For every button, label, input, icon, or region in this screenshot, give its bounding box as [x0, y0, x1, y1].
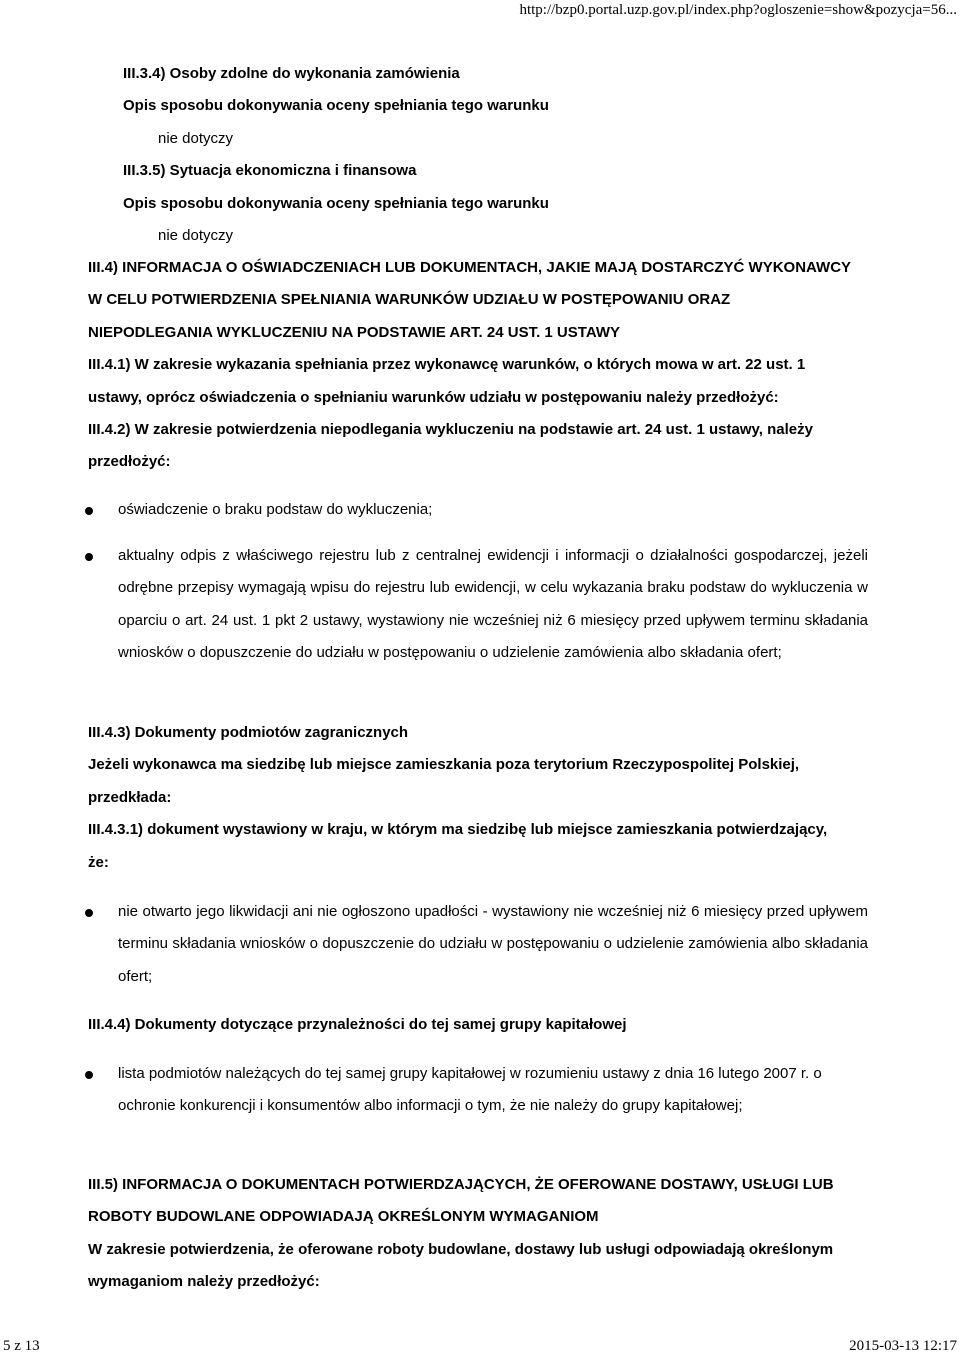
subsection-iii-4-1-line: III.4.1) W zakresie wykazania spełniania przez wykonawcę warunków, o których mowa w art. 22 ust. 1	[88, 356, 806, 374]
assessment-value: nie dotyczy	[158, 129, 234, 147]
capital-group-list	[85, 1058, 868, 1123]
paragraph-line: przedkłada:	[88, 788, 172, 806]
list-item: aktualny odpis z właściwego rejestru lub z centralnej ewidencji i informacji o działalności gospodarczej, jeżeli odrębne przepisy wymagają wpisu do rejestru lub ewidencji, w celu wykazania braku podstaw do wykluczenia w oparciu o art. 24 ust. 1 pkt 2 ustawy, wystawiony nie wcześniej niż 6 miesięcy przed upływem terminu składania wniosków o dopuszczenie do udziału w postępowaniu o udzielenie zamówienia albo składania ofert;	[85, 540, 868, 670]
subsection-iii-4-2-line: przedłożyć:	[88, 453, 171, 471]
list-item: nie otwarto jego likwidacji ani nie ogłoszono upadłości - wystawiony nie wcześniej niż 6 miesięcy przed upływem terminu składania wniosków o dopuszczenie do udziału w postępowaniu o udzielenie zamówienia albo składania ofert;	[85, 896, 868, 993]
subsection-heading: III.4.4) Dokumenty dotyczące przynależności do tej samej grupy kapitałowej	[88, 1016, 627, 1033]
section-heading-iii-3-4: III.3.4) Osoby zdolne do wykonania zamówienia	[123, 65, 460, 82]
subsection-iii-4-3-1-line: III.4.3.1) dokument wystawiony w kraju, w którym ma siedzibę lub miejsce zamieszkania potwierdzający,	[88, 821, 828, 839]
assessment-value: nie dotyczy	[158, 227, 234, 245]
assessment-label: Opis sposobu dokonywania oceny spełniania tego warunku	[123, 97, 549, 115]
section-iii-5-paragraph	[88, 1234, 948, 1299]
section-iii-5	[88, 1169, 948, 1234]
assessment-label: Opis sposobu dokonywania oceny spełniania tego warunku	[123, 194, 549, 212]
section-heading-line: W CELU POTWIERDZENIA SPEŁNIANIA WARUNKÓW UDZIAŁU W POSTĘPOWANIU ORAZ	[88, 291, 731, 309]
list-item: lista podmiotów należących do tej samej grupy kapitałowej w rozumieniu ustawy z dnia 16 lutego 2007 r. o ochronie konkurencji i konsumentów albo informacji o tym, że nie należy do grupy kapitałowej;	[85, 1058, 868, 1123]
foreign-documents-list	[85, 896, 868, 993]
section-heading-line: ROBOTY BUDOWLANE ODPOWIADAJĄ OKREŚLONYM WYMAGANIOM	[88, 1208, 599, 1226]
paragraph-line: W zakresie potwierdzenia, że oferowane roboty budowlane, dostawy lub usługi odpowiadają określonym	[88, 1241, 834, 1258]
section-iii-4-4	[88, 1009, 948, 1041]
paragraph-line: Jeżeli wykonawca ma siedzibę lub miejsce zamieszkania poza terytorium Rzeczypospolitej Polskiej,	[88, 756, 800, 774]
section-heading-line: NIEPODLEGANIA WYKLUCZENIU NA PODSTAWIE ART. 24 UST. 1 USTAWY	[88, 323, 620, 341]
section-iii-4	[88, 252, 948, 479]
exclusion-documents-list	[85, 540, 868, 670]
section-heading-line: III.5) INFORMACJA O DOKUMENTACH POTWIERDZAJĄCYCH, ŻE OFEROWANE DOSTAWY, USŁUGI LUB	[88, 1176, 834, 1193]
subsection-iii-4-1-line: ustawy, oprócz oświadczenia o spełnianiu warunków udziału w postępowaniu należy przedłożyć:	[88, 388, 779, 406]
paragraph-line: wymaganiom należy przedłożyć:	[88, 1273, 320, 1291]
section-heading-line: III.4) INFORMACJA O OŚWIADCZENIACH LUB DOKUMENTACH, JAKIE MAJĄ DOSTARCZYĆ WYKONAWCY	[88, 259, 852, 276]
print-timestamp: 2015-03-13 12:17	[849, 1338, 957, 1354]
list-item: oświadczenie o braku podstaw do wykluczenia;	[85, 494, 868, 526]
exclusion-documents-list	[85, 494, 868, 526]
subsection-iii-4-3-1-line: że:	[88, 853, 109, 871]
conditions-section	[0, 58, 960, 252]
subsection-heading: III.4.3) Dokumenty podmiotów zagranicznych	[88, 724, 409, 741]
page-url: http://bzp0.portal.uzp.gov.pl/index.php?ogloszenie=show&pozycja=56...	[519, 2, 957, 18]
section-iii-4-3	[88, 717, 948, 879]
section-heading-iii-3-5: III.3.5) Sytuacja ekonomiczna i finansowa	[123, 162, 417, 180]
page-number: 5 z 13	[3, 1338, 40, 1354]
subsection-iii-4-2-line: III.4.2) W zakresie potwierdzenia niepodlegania wykluczeniu na podstawie art. 24 ust. 1 ustawy, należy	[88, 421, 813, 439]
